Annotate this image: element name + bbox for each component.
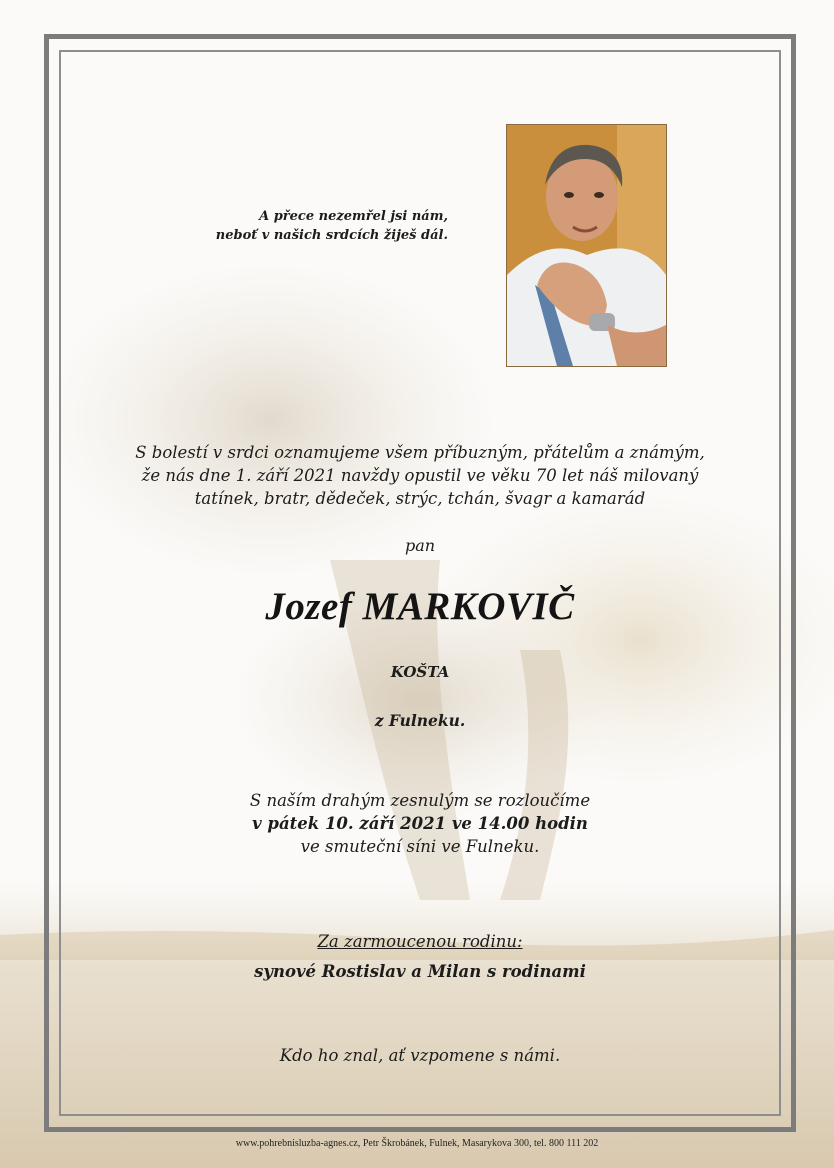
motto-line-2: neboť v našich srdcích žiješ dál. xyxy=(215,228,448,243)
family-label: Za zarmoucenou rodinu: xyxy=(317,932,523,951)
announcement-line-3: tatínek, bratr, dědeček, strýc, tchán, švagr a kamarád xyxy=(194,489,646,508)
announcement-line-1: S bolestí v srdci oznamujeme všem příbuzným, přátelům a známým, xyxy=(135,443,705,462)
announcement-line-2: že nás dne 1. září 2021 navždy opustil ve věku 70 let náš milovaný xyxy=(141,466,699,485)
farewell-line-1: S naším drahým zesnulým se rozloučíme xyxy=(249,791,591,810)
footer-contact: www.pohrebnisluzba-agnes.cz, Petr Škrobánek, Fulnek, Masarykova 300, tel. 800 111 202 xyxy=(235,1138,599,1149)
portrait-illustration xyxy=(507,125,666,366)
title-prefix: pan xyxy=(404,536,436,555)
deceased-name: Jozef MARKOVIČ xyxy=(265,585,575,628)
farewell-location: ve smuteční síni ve Fulneku. xyxy=(300,837,540,856)
family-names: synové Rostislav a Milan s rodinami xyxy=(254,962,586,981)
announcement-text xyxy=(60,441,780,510)
motto-line-1: A přece nezemřel jsi nám, xyxy=(259,209,448,224)
deceased-nickname: KOŠTA xyxy=(390,663,450,681)
deceased-portrait-photo xyxy=(506,124,667,367)
farewell-details xyxy=(60,789,780,858)
memorial-motto xyxy=(190,207,448,245)
farewell-date-time: v pátek 10. září 2021 ve 14.00 hodin xyxy=(252,814,588,833)
closing-line: Kdo ho znal, ať vzpomene s námi. xyxy=(279,1046,561,1065)
deceased-origin: z Fulneku. xyxy=(374,711,466,730)
